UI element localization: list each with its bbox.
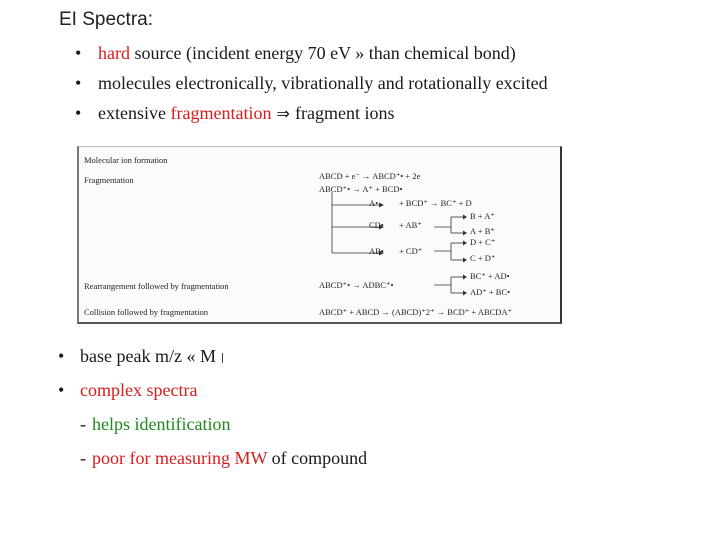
product-c-d: C + D⁺	[470, 253, 496, 263]
arrowhead	[379, 203, 384, 208]
bullet-text-part: source (incident energy 70 eV » than chemical bond)	[129, 43, 516, 63]
equation-fragment-main: ABCD⁺• → A⁺ + BCD•	[319, 184, 403, 194]
bullet-text-part: hard	[98, 43, 130, 63]
sub-dash: -	[80, 448, 86, 468]
base-peak-text: base peak m/z « M	[80, 346, 216, 366]
bullet-dot: •	[75, 103, 82, 123]
arrowhead	[463, 291, 467, 296]
complex-spectra-text: complex spectra	[80, 380, 198, 400]
of-compound-text: of compound	[267, 448, 368, 468]
poor-measuring-mw-text: poor for measuring MW	[92, 448, 268, 468]
bullet-text	[98, 71, 548, 95]
bullet-text	[98, 41, 516, 65]
product-a-b: A + B⁺	[470, 226, 495, 236]
equation-ab-radical: AB•	[369, 246, 384, 256]
product-ad-bc: AD⁺ + BC•	[470, 287, 511, 297]
bullet-text	[98, 101, 395, 126]
equation-cd-radical: CD•	[369, 220, 384, 230]
arrowhead	[463, 275, 467, 280]
equation-a-radical: A•	[369, 198, 379, 208]
helps-identification-text: helps identification	[92, 414, 231, 434]
product-bc-ad: BC⁺ + AD•	[470, 271, 510, 281]
equation-ab-cation: + AB⁺	[399, 220, 422, 230]
slide-title: EI Spectra:	[59, 9, 153, 30]
label-collision: Collision followed by fragmentation	[84, 307, 208, 317]
bullet-dot: •	[75, 43, 82, 63]
equation-cd-cation: + CD⁺	[399, 246, 423, 256]
arrowhead	[463, 258, 467, 263]
product-b-a: B + A⁺	[470, 211, 495, 221]
arrowhead	[463, 215, 467, 220]
bullet-text-part: fragmentation	[170, 103, 272, 123]
bullet-dot: •	[58, 380, 65, 400]
sub-dash: -	[80, 414, 86, 434]
equation-rearrangement: ABCD⁺• → ADBC⁺•	[319, 280, 394, 290]
bullet-text-part: fragment ions	[295, 103, 395, 123]
bullet-text-part: ⇒	[271, 104, 296, 123]
bullet-text-part: extensive	[98, 103, 171, 123]
equation-collision: ABCD⁺ + ABCD → (ABCD)⁺2⁺ → BCD⁺ + ABCDA⁺	[319, 307, 513, 317]
product-d-c: D + C⁺	[470, 237, 496, 247]
arrowhead	[463, 231, 467, 236]
equation-ionization: ABCD + e⁻ → ABCD⁺• + 2e	[319, 171, 421, 181]
label-fragmentation: Fragmentation	[84, 175, 134, 185]
bullet-dot: •	[75, 73, 82, 93]
label-molecular-ion-formation: Molecular ion formation	[84, 155, 168, 165]
label-rearrangement: Rearrangement followed by fragmentation	[84, 281, 229, 291]
bullet-text-part: molecules electronically, vibrationally and rotationally excited	[98, 73, 548, 93]
cursor-mark	[222, 353, 223, 363]
fragmentation-scheme-figure	[77, 146, 562, 324]
arrowhead	[463, 241, 467, 246]
bullet-dot: •	[58, 346, 65, 366]
equation-bcd-cation: + BCD⁺ → BC⁺ + D	[399, 198, 472, 208]
